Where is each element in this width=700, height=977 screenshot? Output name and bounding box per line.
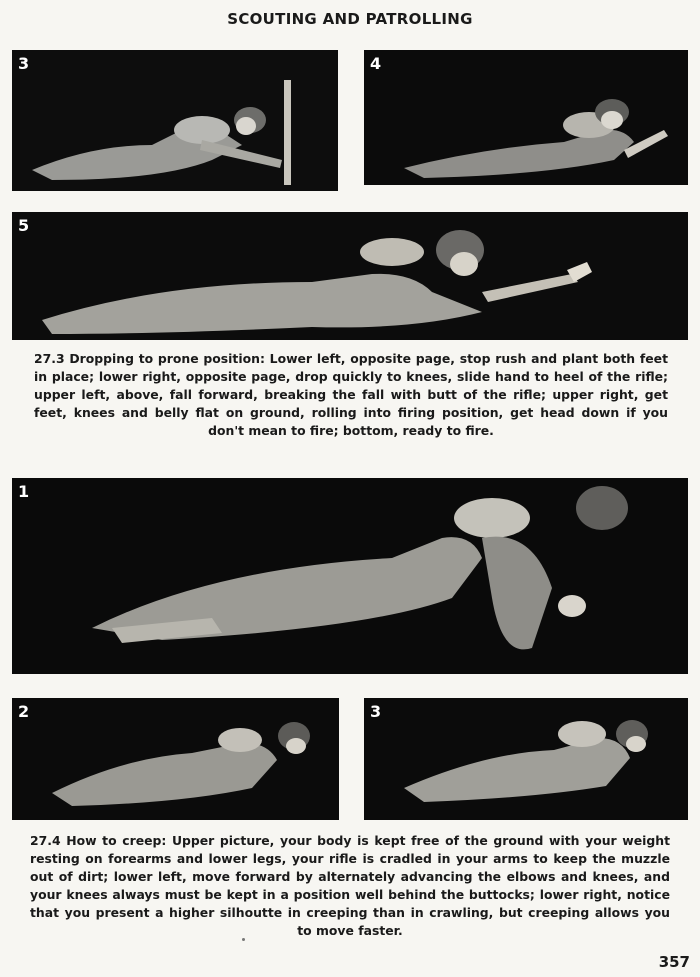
photo-ready-to-fire [12,212,688,340]
photo-number: 3 [370,702,382,721]
photo-creep-lower-right [364,698,688,820]
photo-number: 5 [18,216,30,235]
soldier-silhouette-image [12,478,688,674]
photo-number: 1 [18,482,30,501]
figure-caption-27-4: 27.4 How to creep: Upper picture, your body is kept free of the ground with your weight resting on forearms and lower legs, your rifle is cradled in your arms to keep the muzzle out of dirt; lower left, move forward by alternately advancing the elbows and knees, and your knees always must be kept in a position well behind the buttocks; lower right, notice that you present a higher silhoutte in creeping than in crawling, but creeping allows you to move faster. [30,833,670,938]
photo-number: 4 [370,54,382,73]
photo-creep-lower-left [12,698,339,820]
soldier-silhouette-image [12,50,338,191]
page-header: SCOUTING AND PATROLLING [227,10,473,28]
photo-number: 2 [18,702,30,721]
photo-fall-forward [12,50,338,191]
page-number: 357 [658,953,690,971]
soldier-silhouette-image [12,698,339,820]
soldier-silhouette-image [364,50,688,185]
photo-belly-flat [364,50,688,185]
figure-caption-27-3: 27.3 Dropping to prone position: Lower left, opposite page, stop rush and plant both feet in place; lower right, opposite page, drop quickly to knees, slide hand to heel of the rifle; upper left, above, fall forward, breaking the fall with butt of the rifle; upper right, get feet, knees and belly flat on ground, rolling into firing position, get head down if you don't mean to fire; bottom, ready to fire. [34,351,668,438]
soldier-silhouette-image [12,212,688,340]
photo-creep-upper [12,478,688,674]
print-speck [242,938,245,941]
photo-number: 3 [18,54,30,73]
soldier-silhouette-image [364,698,688,820]
